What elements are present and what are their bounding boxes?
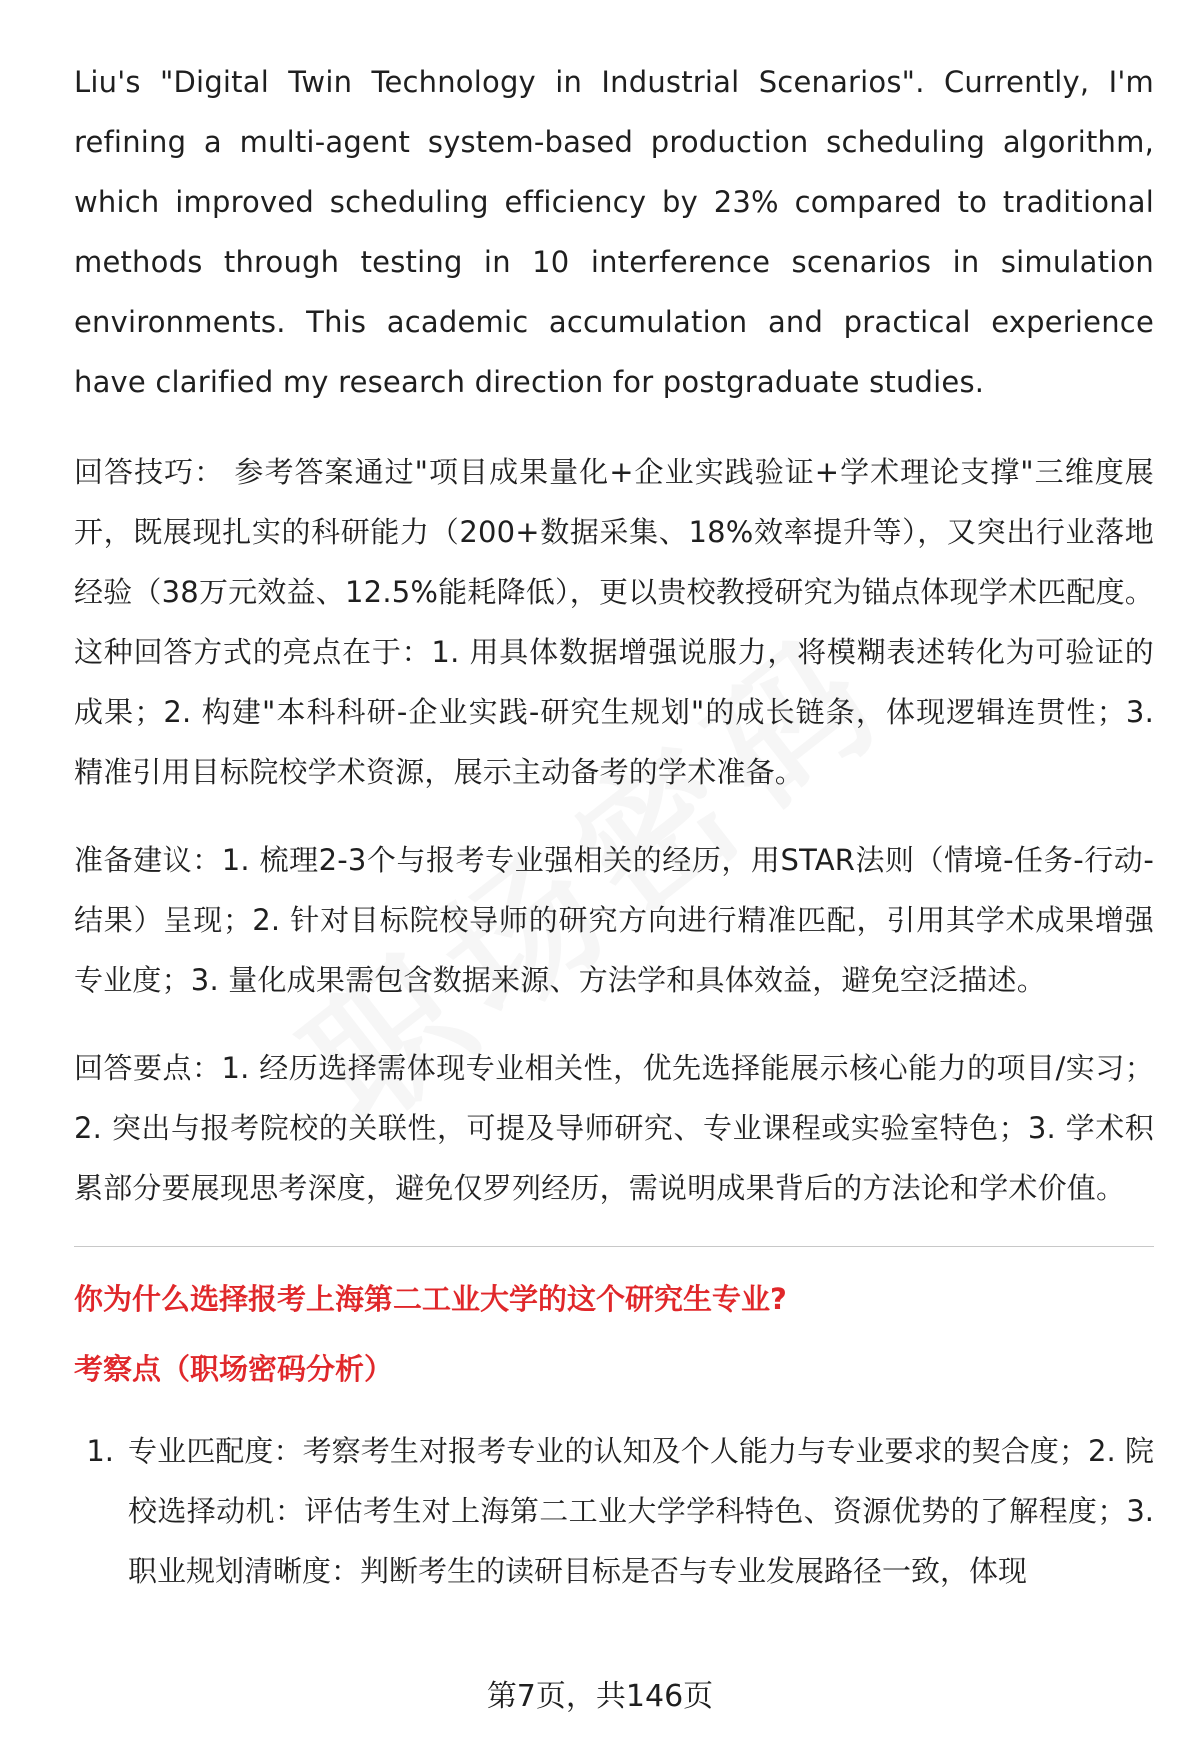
list-item-text: 专业匹配度：考察考生对报考专业的认知及个人能力与专业要求的契合度；2. 院校选择动机：评估考生对上海第二工业大学学科特色、资源优势的了解程度；3. 职业规划清晰度：判断考生的读研目标是否与专业发展路径一致，体现	[128, 1434, 1154, 1588]
preparation-advice-paragraph: 准备建议：1. 梳理2-3个与报考专业强相关的经历，用STAR法则（情境-任务-行动-结果）呈现；2. 针对目标院校导师的研究方向进行精准匹配，引用其学术成果增强专业度；3. 量化成果需包含数据来源、方法学和具体效益，避免空泛描述。	[74, 843, 1154, 997]
document-page	[74, 52, 1154, 1601]
list-item-number: 1.	[86, 1434, 114, 1468]
section-divider	[74, 1246, 1154, 1247]
question-heading: 你为什么选择报考上海第二工业大学的这个研究生专业?	[74, 1282, 787, 1316]
list-item	[86, 1421, 1154, 1601]
answer-key-points-paragraph: 回答要点：1. 经历选择需体现专业相关性，优先选择能展示核心能力的项目/实习；2. 突出与报考院校的关联性，可提及导师研究、专业课程或实验室特色；3. 学术积累部分要展现思考深度，避免仅罗列经历，需说明成果背后的方法论和学术价值。	[74, 1051, 1154, 1205]
page-number: 第7页，共146页	[0, 1672, 1200, 1722]
intro-paragraph: Liu's "Digital Twin Technology in Industrial Scenarios". Currently, I'm refining a multi-agent system-based production scheduling algorithm, which improved scheduling efficiency by 23% compared to traditional methods through testing in 10 interference scenarios in simulation environments. This academic accumulation and practical experience have clarified my research direction for postgraduate studies.	[74, 65, 1154, 399]
answer-tips-paragraph: 回答技巧： 参考答案通过"项目成果量化+企业实践验证+学术理论支撑"三维度展开，既展现扎实的科研能力（200+数据采集、18%效率提升等），又突出行业落地经验（38万元效益、12.5%能耗降低），更以贵校教授研究为锚点体现学术匹配度。这种回答方式的亮点在于：1. 用具体数据增强说服力，将模糊表述转化为可验证的成果；2. 构建"本科科研-企业实践-研究生规划"的成长链条，体现逻辑连贯性；3. 精准引用目标院校学术资源，展示主动备考的学术准备。	[74, 455, 1154, 789]
assessment-points-list	[74, 1421, 1154, 1601]
assessment-points-heading: 考察点（职场密码分析）	[74, 1352, 394, 1386]
